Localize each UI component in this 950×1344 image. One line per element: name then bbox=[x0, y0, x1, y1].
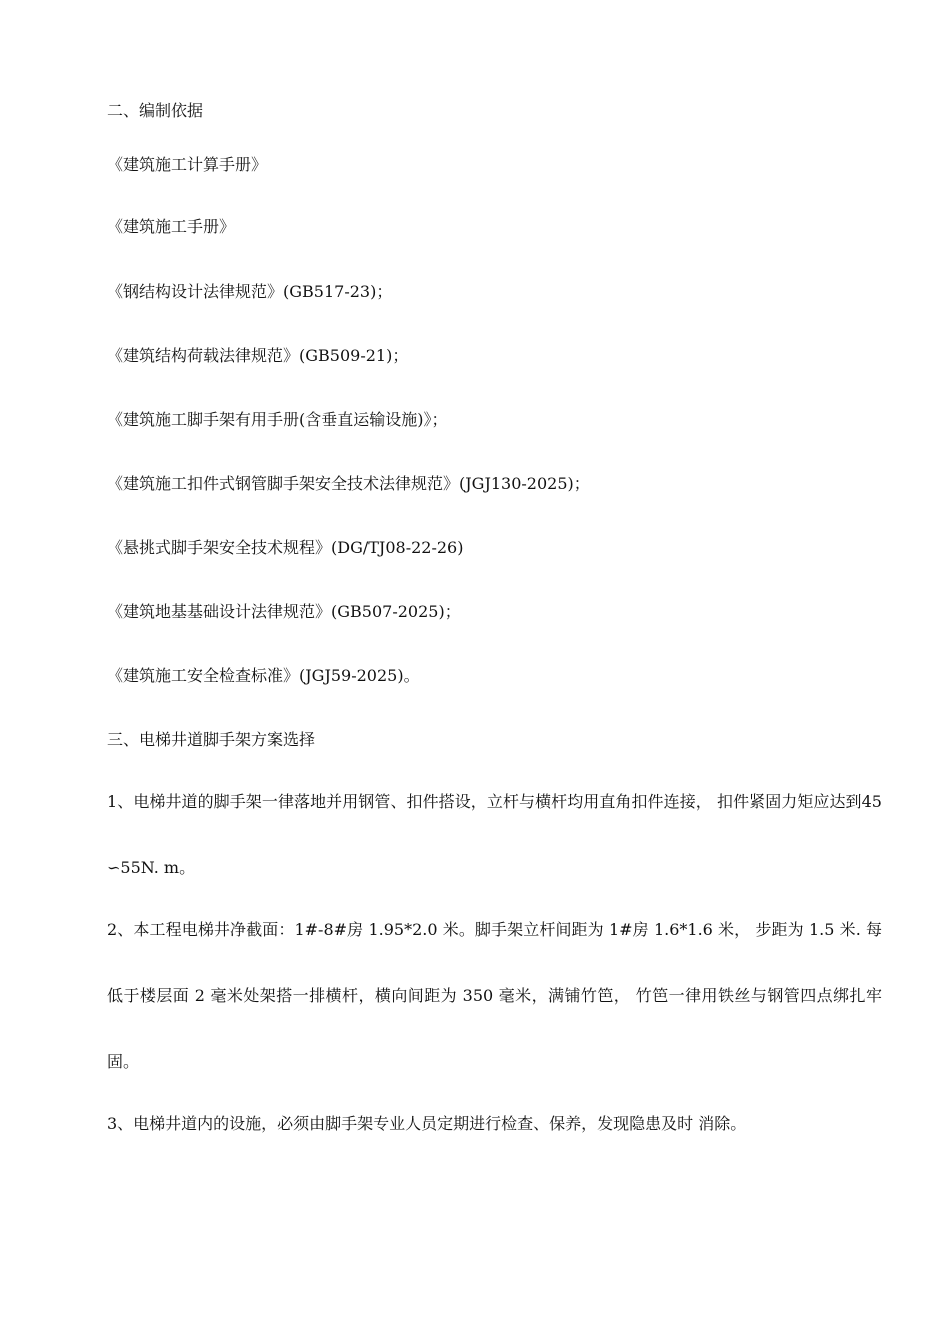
paragraph-2: 2、本工程电梯井净截面：1#-8#房 1.95*2.0 米。脚手架立杆间距为 1#房 1.6*1.6 米， 步距为 1.5 米. 每低于楼层面 2 毫米处架搭一排横杆，横向间距为 350 毫米，满铺竹笆， 竹笆一律用铁丝与钢管四点绑扎牢固。 bbox=[107, 920, 882, 1071]
section-three-heading: 三、电梯井道脚手架方案选择 bbox=[107, 730, 316, 749]
paragraph-3: 3、电梯井道内的设施，必须由脚手架专业人员定期进行检查、保养，发现隐患及时 消除。 bbox=[107, 1114, 747, 1133]
reference-item: 《建筑结构荷载法律规范》(GB509-21)； bbox=[107, 346, 409, 365]
reference-item: 《建筑施工脚手架有用手册(含垂直运输设施)》； bbox=[107, 410, 448, 429]
reference-item: 《建筑施工安全检查标准》(JGJ59-2025)。 bbox=[107, 666, 420, 685]
reference-item: 《钢结构设计法律规范》(GB517-23)； bbox=[107, 282, 393, 301]
reference-item: 《建筑施工手册》 bbox=[107, 217, 236, 236]
paragraph-1: 1、电梯井道的脚手架一律落地并用钢管、扣件搭设，立杆与横杆均用直角扣件连接， 扣件紧固力矩应达到45∽55N. m。 bbox=[107, 792, 882, 877]
reference-item: 《建筑施工扣件式钢管脚手架安全技术法律规范》(JGJ130-2025)； bbox=[107, 474, 590, 493]
reference-item: 《建筑施工计算手册》 bbox=[107, 155, 268, 174]
section-two-heading: 二、编制依据 bbox=[107, 101, 204, 120]
reference-item: 《悬挑式脚手架安全技术规程》(DG/TJ08-22-26) bbox=[107, 538, 464, 557]
reference-item: 《建筑地基基础设计法律规范》(GB507-2025)； bbox=[107, 602, 461, 621]
